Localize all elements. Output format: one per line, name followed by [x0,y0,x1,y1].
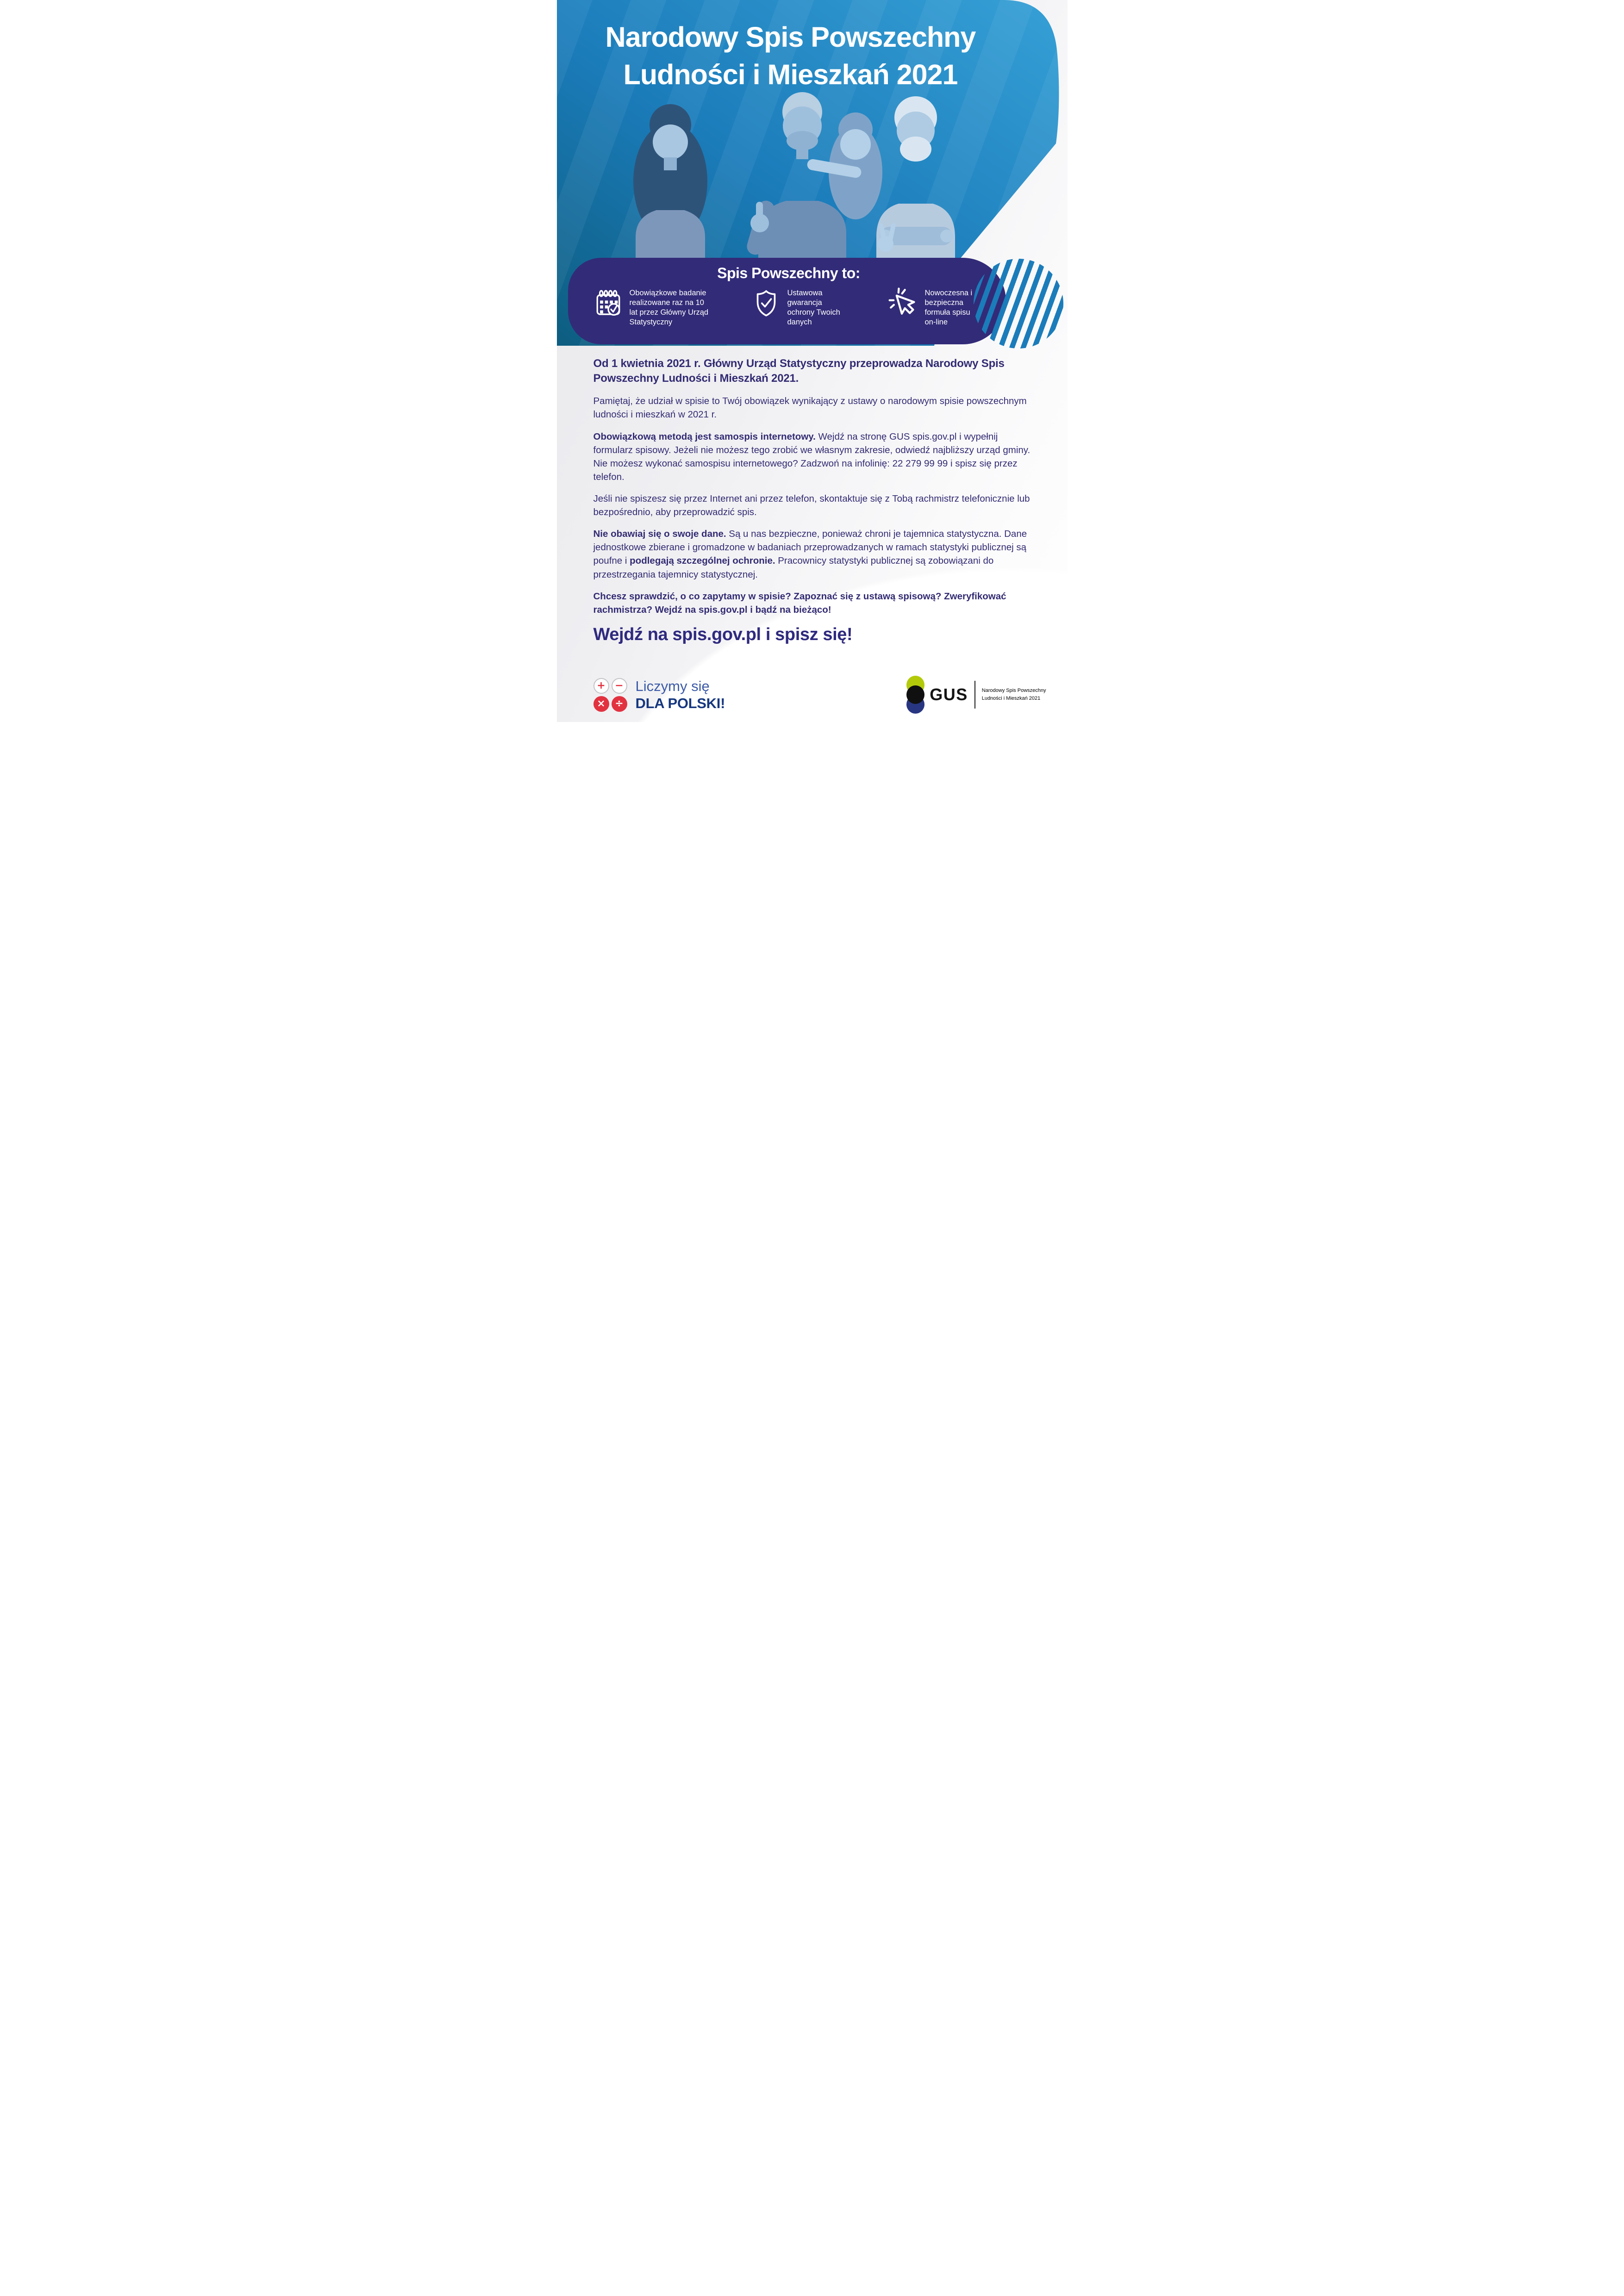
gus-logo-block [906,676,1046,714]
gus-label-line1: Narodowy Spis Powszechny [981,687,1046,693]
gus-logo [906,676,925,714]
cursor-click-icon [888,287,919,318]
gus-label [982,687,1046,703]
banner-item-text: Ustawowa gwarancja ochrony Twoich danych [787,289,840,326]
calendar-check-icon [593,287,624,318]
shield-check-icon [751,287,781,318]
content-heading: Od 1 kwietnia 2021 r. Główny Urząd Statystyczny przeprowadza Narodowy Spis Powszechny Ludności i Mieszkań 2021. [593,357,1005,385]
plus-icon: + [593,678,609,694]
banner-item-text: Nowoczesna i bezpieczna formuła spisu on-line [924,289,973,326]
slogan-line1: Liczymy się [635,678,710,694]
call-to-action-headline: Wejdź na spis.gov.pl i spisz się! [593,624,853,644]
multiply-icon: × [593,696,609,712]
family-photo-illustration [589,84,997,269]
content-section [593,356,1037,645]
banner-heading: Spis Powszechny to: [717,265,860,281]
banner-item-text: Obowiązkowe badanie realizowane raz na 10 lat przez Główny Urząd Statystyczny [629,289,709,326]
slogan-line2: DLA POLSKI! [635,695,725,711]
paragraph-data-safety-bold2: podlegają szczególnej ochronie. [630,555,775,566]
paragraph-check-info: Chcesz sprawdzić, o co zapytamy w spisie? Zapoznać się z ustawą spisową? Zweryfikować rachmistrza? Wejdź na spis.gov.pl i bądź na bieżąco! [593,591,1006,615]
gus-label-line2: Ludności i Mieszkań 2021 [981,696,1041,701]
woman-silhouette [633,104,707,269]
paragraph-data-safety-text2: Pracownicy statystyki publicznej są zobowiązani do przestrzegania tajemnicy statystycznej. [593,555,994,580]
minus-icon: − [612,678,627,694]
divider [974,681,975,709]
gus-logo-black-ellipse [906,685,924,704]
slogan-text [636,678,725,712]
divide-icon: ÷ [612,696,627,712]
paragraph-enumerator: Jeśli nie spiszesz się przez Internet ani przez telefon, skontaktuje się z Tobą rachmistrz telefonicznie lub bezpośrednio, aby przeprowadzić spis. [593,493,1030,518]
poster-title [557,19,1024,93]
paragraph-data-safety-text1: Są u nas bezpieczne, ponieważ chroni je tajemnica statystyczna. Dane jednostkowe zbierane i gromadzone w badaniach przeprowadzanych w ramach statystyki publicznej są poufne i [593,529,1027,566]
paragraph-data-safety-bold1: Nie obawiaj się o swoje dane. [593,529,726,540]
paragraph-obligation: Pamiętaj, że udział w spisie to Twój obowiązek wynikający z ustawy o narodowym spisie powszechnym ludności i mieszkań w 2021 r. [593,396,1027,420]
liczymy-sie-logo [593,678,725,712]
banner-items [592,287,986,327]
paragraph-method [593,430,1037,484]
gus-acronym: GUS [930,685,968,704]
poster-title-line2: Ludności i Mieszkań 2021 [623,59,958,91]
paragraph-method-rest: Wejdź na stronę GUS spis.gov.pl i wypełnij formularz spisowy. Jeżeli nie możesz tego zrobić we własnym zakresie, odwiedź najbliższy urząd gminy. Nie możesz wykonać samospisu internetowego? Zadzwoń na infolinię: 22 279 99 99 i spisz się przez telefon. [593,431,1031,482]
math-symbols-logo [593,678,627,712]
poster-title-line1: Narodowy Spis Powszechny [605,21,976,53]
paragraph-data-safety [593,527,1037,581]
banner-item-mandatory-survey [593,287,709,327]
footer [593,676,1046,714]
striped-circle-decoration [974,259,1063,348]
census-benefits-banner [568,258,1006,344]
banner-item-online-form [888,287,983,327]
banner-item-data-protection [751,287,847,327]
paragraph-method-bold: Obowiązkową metodą jest samospis internetowy. [593,431,816,442]
census-poster [557,0,1068,722]
